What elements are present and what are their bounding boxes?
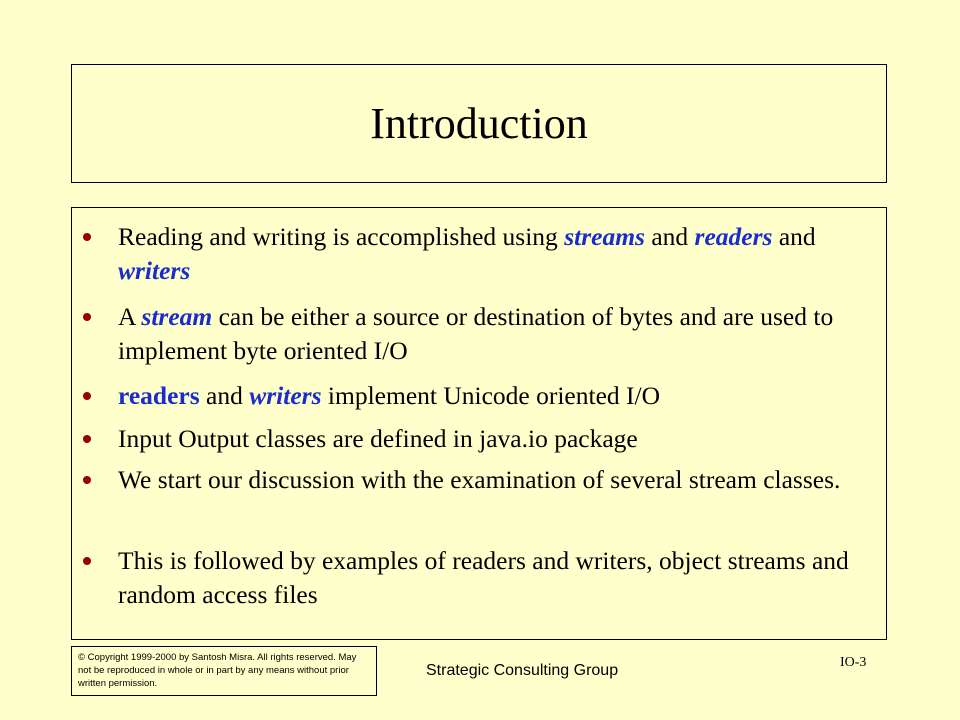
bullet-text: implement Unicode oriented I/O: [321, 381, 661, 410]
content-box: [71, 207, 887, 640]
bullet-text: A: [118, 302, 142, 331]
term-streams: streams: [564, 222, 645, 251]
term-stream: stream: [141, 302, 213, 331]
company-name: Strategic Consulting Group: [426, 662, 619, 679]
bullet-item: [118, 379, 858, 413]
slide-title: Introduction: [370, 99, 588, 148]
title-box: [71, 64, 887, 183]
bullet-text: and: [772, 222, 816, 251]
bullet-item: [118, 422, 858, 456]
bullet-text: This is followed by examples of readers and writers, object streams and random access files: [118, 546, 849, 609]
bullet-text: and: [199, 381, 250, 410]
bullet-icon: [83, 313, 91, 321]
bullet-text: Input Output classes are defined in java.io package: [118, 424, 638, 453]
bullet-item: [118, 220, 858, 288]
bullet-item: [118, 544, 858, 612]
copyright-notice: © Copyright 1999-2000 by Santosh Misra. All rights reserved. May not be reproduced in whole or in part by any means without prior written permission.: [71, 646, 377, 696]
bullet-text: and: [644, 222, 695, 251]
bullet-item: [118, 300, 858, 368]
bullet-icon: [83, 233, 91, 241]
bullet-icon: [83, 392, 91, 400]
bullet-icon: [83, 557, 91, 565]
term-readers: readers: [118, 381, 200, 410]
term-writers: writers: [118, 256, 191, 285]
bullet-icon: [83, 476, 91, 484]
bullet-text: Reading and writing is accomplished using: [118, 222, 565, 251]
bullet-item: [118, 463, 858, 497]
term-readers: readers: [694, 222, 773, 251]
term-writers: writers: [249, 381, 322, 410]
page-number: IO-3: [840, 655, 867, 670]
bullet-text: can be either a source or destination of bytes and are used to implement byte oriented I/O: [118, 302, 834, 365]
bullet-icon: [83, 435, 91, 443]
bullet-text: We start our discussion with the examination of several stream classes.: [118, 465, 841, 494]
